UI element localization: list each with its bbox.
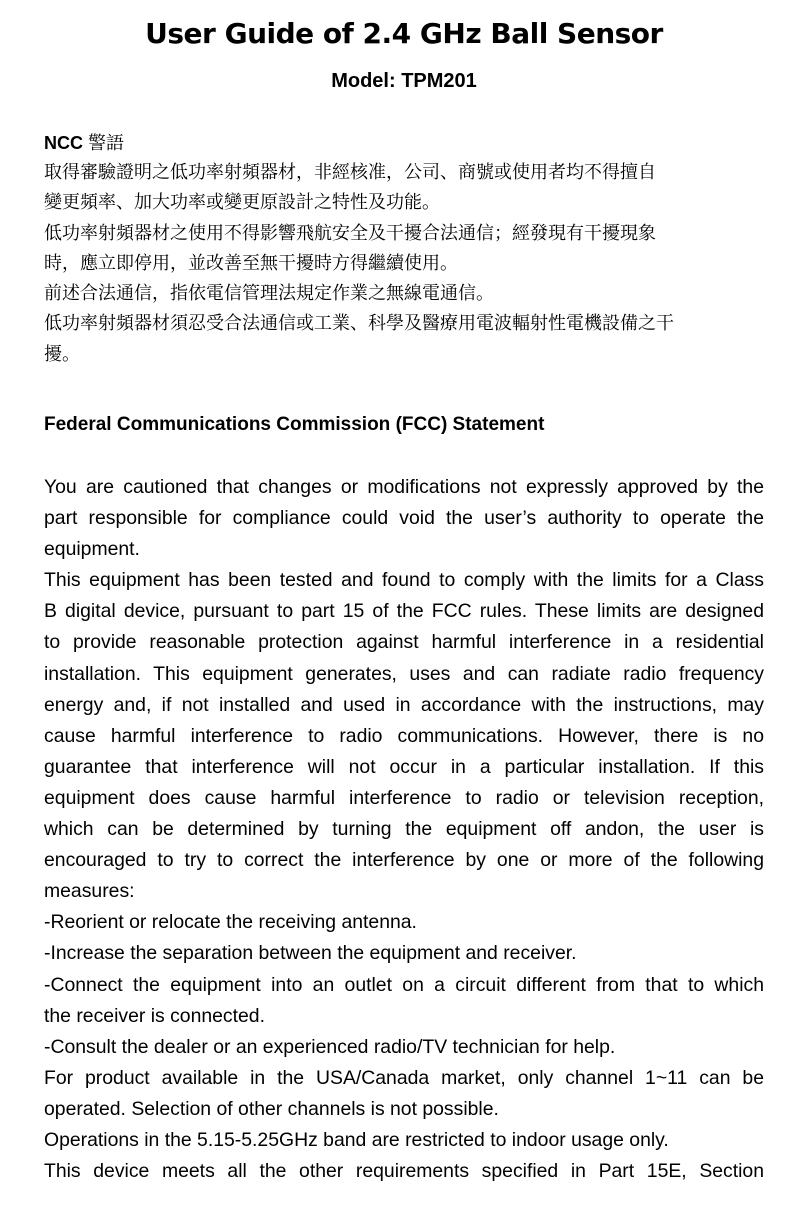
- document-title: User Guide of 2.4 GHz Ball Sensor: [145, 17, 663, 50]
- fcc-line: measures:: [44, 880, 135, 903]
- model-number: Model: TPM201: [331, 70, 477, 92]
- fcc-line: encouraged to try to correct the interference by one or more of the following: [44, 849, 764, 872]
- fcc-line: part responsible for compliance could void the user’s authority to operate the: [44, 507, 764, 530]
- fcc-list-item: -Reorient or relocate the receiving antenna.: [44, 911, 417, 934]
- fcc-line: guarantee that interference will not occur in a particular installation. If this: [44, 755, 764, 778]
- fcc-statement-body: [44, 472, 764, 1187]
- fcc-line: This device meets all the other requirements specified in Part 15E, Section: [44, 1160, 764, 1183]
- fcc-line: which can be determined by turning the equipment off andon, the user is: [44, 818, 764, 841]
- fcc-line: This equipment has been tested and found to comply with the limits for a Class: [44, 569, 764, 592]
- fcc-line: B digital device, pursuant to part 15 of the FCC rules. These limits are designed: [44, 600, 764, 623]
- ncc-heading-text: 警語: [88, 133, 125, 153]
- fcc-line: equipment does cause harmful interference to radio or television reception,: [44, 786, 764, 809]
- ncc-line: 低功率射頻器材須忍受合法通信或工業、科學及醫療用電波輻射性電機設備之干: [44, 313, 674, 335]
- ncc-line: 前述合法通信，指依電信管理法規定作業之無線電通信。: [44, 283, 494, 305]
- ncc-heading-label: NCC: [44, 133, 83, 153]
- fcc-line: cause harmful interference to radio communications. However, there is no: [44, 724, 764, 747]
- fcc-line: operated. Selection of other channels is not possible.: [44, 1097, 499, 1120]
- ncc-line: 時，應立即停用，並改善至無干擾時方得繼續使用。: [44, 252, 458, 274]
- ncc-line: 低功率射頻器材之使用不得影響飛航安全及干擾合法通信；經發現有干擾現象: [44, 222, 656, 244]
- fcc-line: For product available in the USA/Canada market, only channel 1~11 can be: [44, 1066, 764, 1089]
- fcc-line: the receiver is connected.: [44, 1004, 265, 1027]
- ncc-line: 取得審驗證明之低功率射頻器材，非經核准，公司、商號或使用者均不得擅自: [44, 162, 656, 183]
- fcc-line: Operations in the 5.15-5.25GHz band are restricted to indoor usage only.: [44, 1128, 669, 1151]
- ncc-warning-text: [44, 158, 764, 370]
- ncc-line: 變更頻率、加大功率或變更原設計之特性及功能。: [44, 192, 440, 214]
- ncc-heading: [44, 128, 764, 158]
- fcc-list-item: -Increase the separation between the equipment and receiver.: [44, 942, 577, 965]
- fcc-line: You are cautioned that changes or modifications not expressly approved by the: [44, 476, 764, 498]
- fcc-list-item: -Connect the equipment into an outlet on a circuit different from that to which: [44, 973, 764, 996]
- fcc-line: energy and, if not installed and used in accordance with the instructions, may: [44, 693, 764, 716]
- fcc-heading: Federal Communications Commission (FCC) Statement: [44, 414, 545, 435]
- fcc-line: installation. This equipment generates, uses and can radiate radio frequency: [44, 662, 764, 685]
- fcc-line: equipment.: [44, 538, 140, 561]
- fcc-line: to provide reasonable protection against harmful interference in a residential: [44, 631, 764, 654]
- ncc-warning-section: [44, 128, 764, 370]
- fcc-list-item: -Consult the dealer or an experienced radio/TV technician for help.: [44, 1035, 616, 1058]
- ncc-line: 擾。: [44, 343, 80, 365]
